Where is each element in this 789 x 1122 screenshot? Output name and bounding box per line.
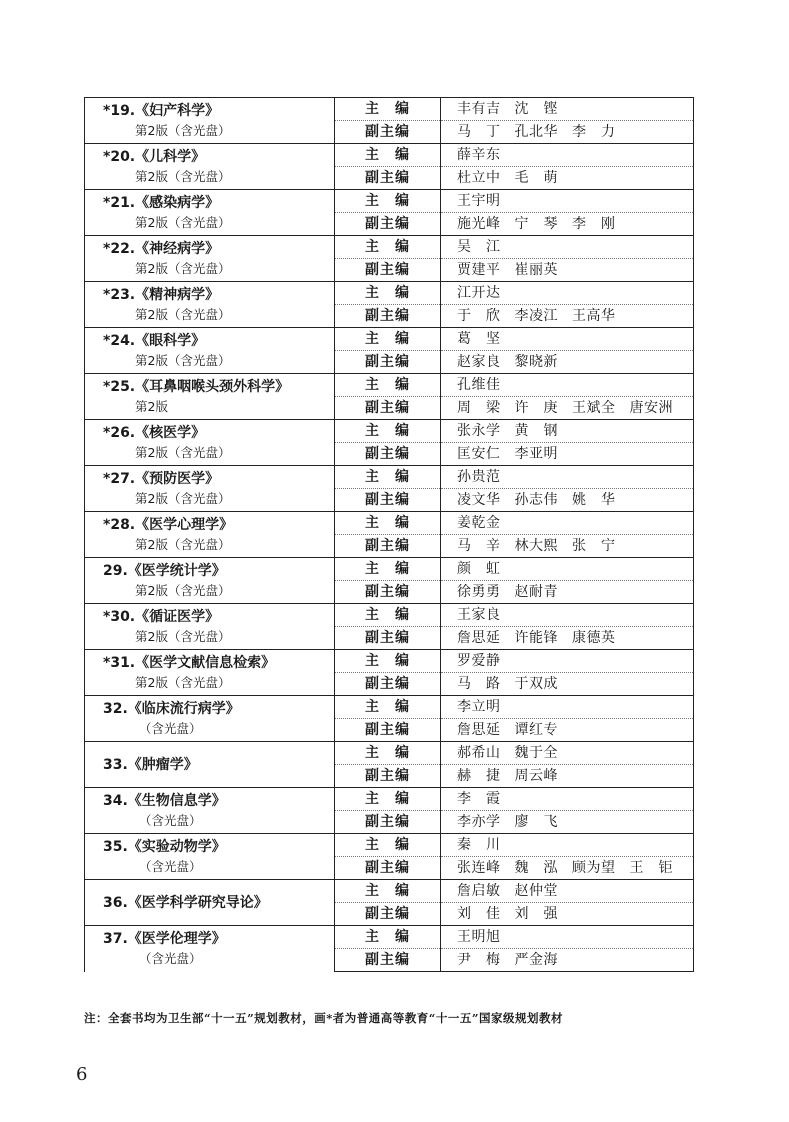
editor-name: 匡安仁 xyxy=(457,446,501,462)
editor-name: 颜 虹 xyxy=(457,561,501,577)
editor-name: 薛辛东 xyxy=(457,147,501,163)
deputy-editor-names xyxy=(441,535,694,558)
chief-editor-label: 主 编 xyxy=(335,650,441,673)
deputy-editor-names xyxy=(441,673,694,696)
deputy-editor-label: 副主编 xyxy=(335,351,441,374)
book-edition: 第2版（含光盘） xyxy=(135,352,231,368)
deputy-editor-label: 副主编 xyxy=(335,213,441,236)
footnote: 注：全套书均为卫生部“十一五”规划教材，画*者为普通高等教育“十一五”国家级规划教材 xyxy=(84,1011,563,1025)
deputy-editor-label: 副主编 xyxy=(335,903,441,926)
editor-name: 于双成 xyxy=(514,676,558,692)
editor-name: 施光峰 xyxy=(457,216,501,232)
editor-name: 李亦学 xyxy=(457,814,501,830)
book-edition: （含光盘） xyxy=(139,858,202,874)
editor-name: 赵耐青 xyxy=(514,584,558,600)
book-row-chief xyxy=(85,420,694,443)
chief-editor-label: 主 编 xyxy=(335,742,441,765)
chief-editor-names xyxy=(441,282,694,305)
editor-name: 孔维佳 xyxy=(457,377,501,393)
book-edition: 第2版 xyxy=(135,398,168,414)
book-title-cell xyxy=(85,926,335,972)
chief-editor-names xyxy=(441,190,694,213)
deputy-editor-names xyxy=(441,167,694,190)
editor-name: 詹思延 xyxy=(457,630,501,646)
editor-name: 许能锋 xyxy=(514,630,558,646)
book-title-cell xyxy=(85,512,335,558)
book-title-cell xyxy=(85,98,335,144)
editor-name: 顾为望 xyxy=(572,860,616,876)
book-title: 37.《医学伦理学》 xyxy=(103,930,226,947)
editor-name: 刘 佳 xyxy=(457,906,501,922)
book-title-cell xyxy=(85,420,335,466)
deputy-editor-names xyxy=(441,949,694,972)
editor-name: 黄 钢 xyxy=(514,423,558,439)
book-row-chief xyxy=(85,650,694,673)
chief-editor-names xyxy=(441,880,694,903)
book-title-cell xyxy=(85,604,335,650)
editor-name: 康德英 xyxy=(572,630,616,646)
deputy-editor-names xyxy=(441,581,694,604)
deputy-editor-names xyxy=(441,259,694,282)
book-row-chief xyxy=(85,604,694,627)
chief-editor-names xyxy=(441,788,694,811)
deputy-editor-names xyxy=(441,857,694,880)
editor-name: 魏于全 xyxy=(514,745,558,761)
book-row-chief xyxy=(85,834,694,857)
chief-editor-names xyxy=(441,144,694,167)
book-title: 35.《实验动物学》 xyxy=(103,838,226,855)
book-row-chief xyxy=(85,788,694,811)
book-title-cell xyxy=(85,466,335,512)
book-row-chief xyxy=(85,236,694,259)
book-edition: 第2版（含光盘） xyxy=(135,628,231,644)
editor-name: 吴 江 xyxy=(457,239,501,255)
deputy-editor-names xyxy=(441,719,694,742)
editor-name: 宁 琴 xyxy=(514,216,558,232)
editor-name: 沈 铿 xyxy=(514,101,558,117)
book-edition: 第2版（含光盘） xyxy=(135,490,231,506)
deputy-editor-names xyxy=(441,443,694,466)
editor-name: 王明旭 xyxy=(457,929,501,945)
book-title-cell xyxy=(85,328,335,374)
editor-name: 廖 飞 xyxy=(514,814,558,830)
chief-editor-names xyxy=(441,926,694,949)
book-edition: 第2版（含光盘） xyxy=(135,168,231,184)
deputy-editor-names xyxy=(441,811,694,834)
book-title: 34.《生物信息学》 xyxy=(103,792,226,809)
book-edition: 第2版（含光盘） xyxy=(135,122,231,138)
editor-name: 黎晓新 xyxy=(514,354,558,370)
book-title: *27.《预防医学》 xyxy=(103,470,220,487)
book-title: *22.《神经病学》 xyxy=(103,240,220,257)
book-title: *24.《眼科学》 xyxy=(103,332,206,349)
book-row-chief xyxy=(85,374,694,397)
page-number: 6 xyxy=(76,1064,88,1085)
book-row-chief xyxy=(85,696,694,719)
chief-editor-names xyxy=(441,328,694,351)
book-title-cell xyxy=(85,236,335,282)
chief-editor-names xyxy=(441,420,694,443)
chief-editor-label: 主 编 xyxy=(335,604,441,627)
textbook-editor-table xyxy=(84,97,694,972)
chief-editor-label: 主 编 xyxy=(335,374,441,397)
table-body xyxy=(85,98,694,972)
editor-name: 葛 坚 xyxy=(457,331,501,347)
deputy-editor-names xyxy=(441,213,694,236)
book-edition: （含光盘） xyxy=(139,812,202,828)
editor-name: 李凌江 xyxy=(514,308,558,324)
editor-name: 王斌全 xyxy=(572,400,616,416)
chief-editor-names xyxy=(441,742,694,765)
deputy-editor-names xyxy=(441,351,694,374)
chief-editor-names xyxy=(441,512,694,535)
editor-name: 王宇明 xyxy=(457,193,501,209)
editor-name: 魏 泓 xyxy=(514,860,558,876)
deputy-editor-names xyxy=(441,397,694,420)
editor-name: 于 欣 xyxy=(457,308,501,324)
editor-name: 孙志伟 xyxy=(514,492,558,508)
book-row-chief xyxy=(85,926,694,949)
book-edition: 第2版（含光盘） xyxy=(135,582,231,598)
deputy-editor-label: 副主编 xyxy=(335,167,441,190)
editor-name: 许 庚 xyxy=(514,400,558,416)
deputy-editor-label: 副主编 xyxy=(335,489,441,512)
editor-name: 林大熙 xyxy=(514,538,558,554)
chief-editor-names xyxy=(441,374,694,397)
book-row-chief xyxy=(85,282,694,305)
chief-editor-names xyxy=(441,650,694,673)
deputy-editor-label: 副主编 xyxy=(335,949,441,972)
editor-name: 杜立中 xyxy=(457,170,501,186)
chief-editor-names xyxy=(441,558,694,581)
editor-name: 王 钜 xyxy=(629,860,673,876)
chief-editor-names xyxy=(441,236,694,259)
editor-name: 赵家良 xyxy=(457,354,501,370)
book-edition: 第2版（含光盘） xyxy=(135,214,231,230)
book-title: *23.《精神病学》 xyxy=(103,286,220,303)
book-edition: （含光盘） xyxy=(139,720,202,736)
editor-name: 周云峰 xyxy=(514,768,558,784)
book-title: *19.《妇产科学》 xyxy=(103,102,220,119)
book-row-chief xyxy=(85,880,694,903)
chief-editor-names xyxy=(441,98,694,121)
book-edition: 第2版（含光盘） xyxy=(135,444,231,460)
editor-name: 姜乾金 xyxy=(457,515,501,531)
deputy-editor-names xyxy=(441,489,694,512)
chief-editor-label: 主 编 xyxy=(335,788,441,811)
book-title-cell xyxy=(85,650,335,696)
book-title: *26.《核医学》 xyxy=(103,424,206,441)
editor-name: 唐安洲 xyxy=(629,400,673,416)
deputy-editor-label: 副主编 xyxy=(335,535,441,558)
editor-name: 王高华 xyxy=(572,308,616,324)
book-title-cell xyxy=(85,696,335,742)
chief-editor-label: 主 编 xyxy=(335,190,441,213)
editor-name: 罗爱静 xyxy=(457,653,501,669)
editor-name: 李立明 xyxy=(457,699,501,715)
deputy-editor-label: 副主编 xyxy=(335,857,441,880)
chief-editor-names xyxy=(441,466,694,489)
book-row-chief xyxy=(85,98,694,121)
editor-name: 崔丽英 xyxy=(514,262,558,278)
book-row-chief xyxy=(85,466,694,489)
book-title: 36.《医学科学研究导论》 xyxy=(103,894,268,911)
deputy-editor-label: 副主编 xyxy=(335,259,441,282)
editor-name: 郝希山 xyxy=(457,745,501,761)
book-title-cell xyxy=(85,374,335,420)
chief-editor-names xyxy=(441,604,694,627)
deputy-editor-label: 副主编 xyxy=(335,627,441,650)
editor-name: 尹 梅 xyxy=(457,952,501,968)
book-edition: 第2版（含光盘） xyxy=(135,260,231,276)
chief-editor-names xyxy=(441,696,694,719)
editor-name: 马 丁 xyxy=(457,124,501,140)
chief-editor-label: 主 编 xyxy=(335,880,441,903)
book-edition: （含光盘） xyxy=(139,950,202,966)
book-title: *31.《医学文献信息检索》 xyxy=(103,654,276,671)
book-row-chief xyxy=(85,742,694,765)
deputy-editor-label: 副主编 xyxy=(335,305,441,328)
editor-name: 马 路 xyxy=(457,676,501,692)
book-title-cell xyxy=(85,558,335,604)
deputy-editor-names xyxy=(441,121,694,144)
deputy-editor-label: 副主编 xyxy=(335,443,441,466)
book-edition: 第2版（含光盘） xyxy=(135,536,231,552)
chief-editor-label: 主 编 xyxy=(335,98,441,121)
book-row-chief xyxy=(85,144,694,167)
book-row-chief xyxy=(85,328,694,351)
deputy-editor-names xyxy=(441,627,694,650)
editor-name: 张连峰 xyxy=(457,860,501,876)
deputy-editor-label: 副主编 xyxy=(335,121,441,144)
book-title: 32.《临床流行病学》 xyxy=(103,700,240,717)
book-title-cell xyxy=(85,282,335,328)
editor-name: 严金海 xyxy=(514,952,558,968)
editor-name: 贾建平 xyxy=(457,262,501,278)
editor-name: 毛 萌 xyxy=(514,170,558,186)
editor-name: 詹思延 xyxy=(457,722,501,738)
editor-name: 王家良 xyxy=(457,607,501,623)
deputy-editor-label: 副主编 xyxy=(335,581,441,604)
deputy-editor-label: 副主编 xyxy=(335,719,441,742)
editor-name: 李 力 xyxy=(572,124,616,140)
deputy-editor-label: 副主编 xyxy=(335,397,441,420)
chief-editor-label: 主 编 xyxy=(335,282,441,305)
editor-name: 张永学 xyxy=(457,423,501,439)
chief-editor-names xyxy=(441,834,694,857)
editor-name: 丰有吉 xyxy=(457,101,501,117)
chief-editor-label: 主 编 xyxy=(335,144,441,167)
book-title-cell xyxy=(85,880,335,926)
editor-name: 刘 强 xyxy=(514,906,558,922)
chief-editor-label: 主 编 xyxy=(335,512,441,535)
editor-name: 谭红专 xyxy=(514,722,558,738)
deputy-editor-names xyxy=(441,903,694,926)
deputy-editor-names xyxy=(441,305,694,328)
chief-editor-label: 主 编 xyxy=(335,696,441,719)
editor-name: 李亚明 xyxy=(514,446,558,462)
book-title: *21.《感染病学》 xyxy=(103,194,220,211)
chief-editor-label: 主 编 xyxy=(335,236,441,259)
editor-name: 赵仲堂 xyxy=(514,883,558,899)
book-row-chief xyxy=(85,558,694,581)
editor-name: 江开达 xyxy=(457,285,501,301)
editor-name: 秦 川 xyxy=(457,837,501,853)
book-title: *20.《儿科学》 xyxy=(103,148,206,165)
chief-editor-label: 主 编 xyxy=(335,926,441,949)
editor-name: 孙贵范 xyxy=(457,469,501,485)
book-title: *25.《耳鼻咽喉头颈外科学》 xyxy=(103,378,290,395)
editor-name: 周 梁 xyxy=(457,400,501,416)
book-title: *30.《循证医学》 xyxy=(103,608,220,625)
chief-editor-label: 主 编 xyxy=(335,466,441,489)
deputy-editor-label: 副主编 xyxy=(335,811,441,834)
book-title: 29.《医学统计学》 xyxy=(103,562,226,579)
editor-name: 张 宁 xyxy=(572,538,616,554)
chief-editor-label: 主 编 xyxy=(335,834,441,857)
book-title-cell xyxy=(85,742,335,788)
editor-name: 孔北华 xyxy=(514,124,558,140)
chief-editor-label: 主 编 xyxy=(335,328,441,351)
editor-name: 凌文华 xyxy=(457,492,501,508)
book-title: *28.《医学心理学》 xyxy=(103,516,234,533)
book-title-cell xyxy=(85,834,335,880)
deputy-editor-names xyxy=(441,765,694,788)
book-title-cell xyxy=(85,144,335,190)
editor-name: 马 辛 xyxy=(457,538,501,554)
book-title-cell xyxy=(85,190,335,236)
chief-editor-label: 主 编 xyxy=(335,420,441,443)
editor-name: 徐勇勇 xyxy=(457,584,501,600)
book-row-chief xyxy=(85,190,694,213)
editor-name: 李 刚 xyxy=(572,216,616,232)
book-title-cell xyxy=(85,788,335,834)
book-edition: 第2版（含光盘） xyxy=(135,674,231,690)
book-edition: 第2版（含光盘） xyxy=(135,306,231,322)
editor-name: 李 霞 xyxy=(457,791,501,807)
book-title: 33.《肿瘤学》 xyxy=(103,756,198,773)
editor-name: 姚 华 xyxy=(572,492,616,508)
book-row-chief xyxy=(85,512,694,535)
editor-name: 赫 捷 xyxy=(457,768,501,784)
deputy-editor-label: 副主编 xyxy=(335,765,441,788)
chief-editor-label: 主 编 xyxy=(335,558,441,581)
deputy-editor-label: 副主编 xyxy=(335,673,441,696)
editor-name: 詹启敏 xyxy=(457,883,501,899)
